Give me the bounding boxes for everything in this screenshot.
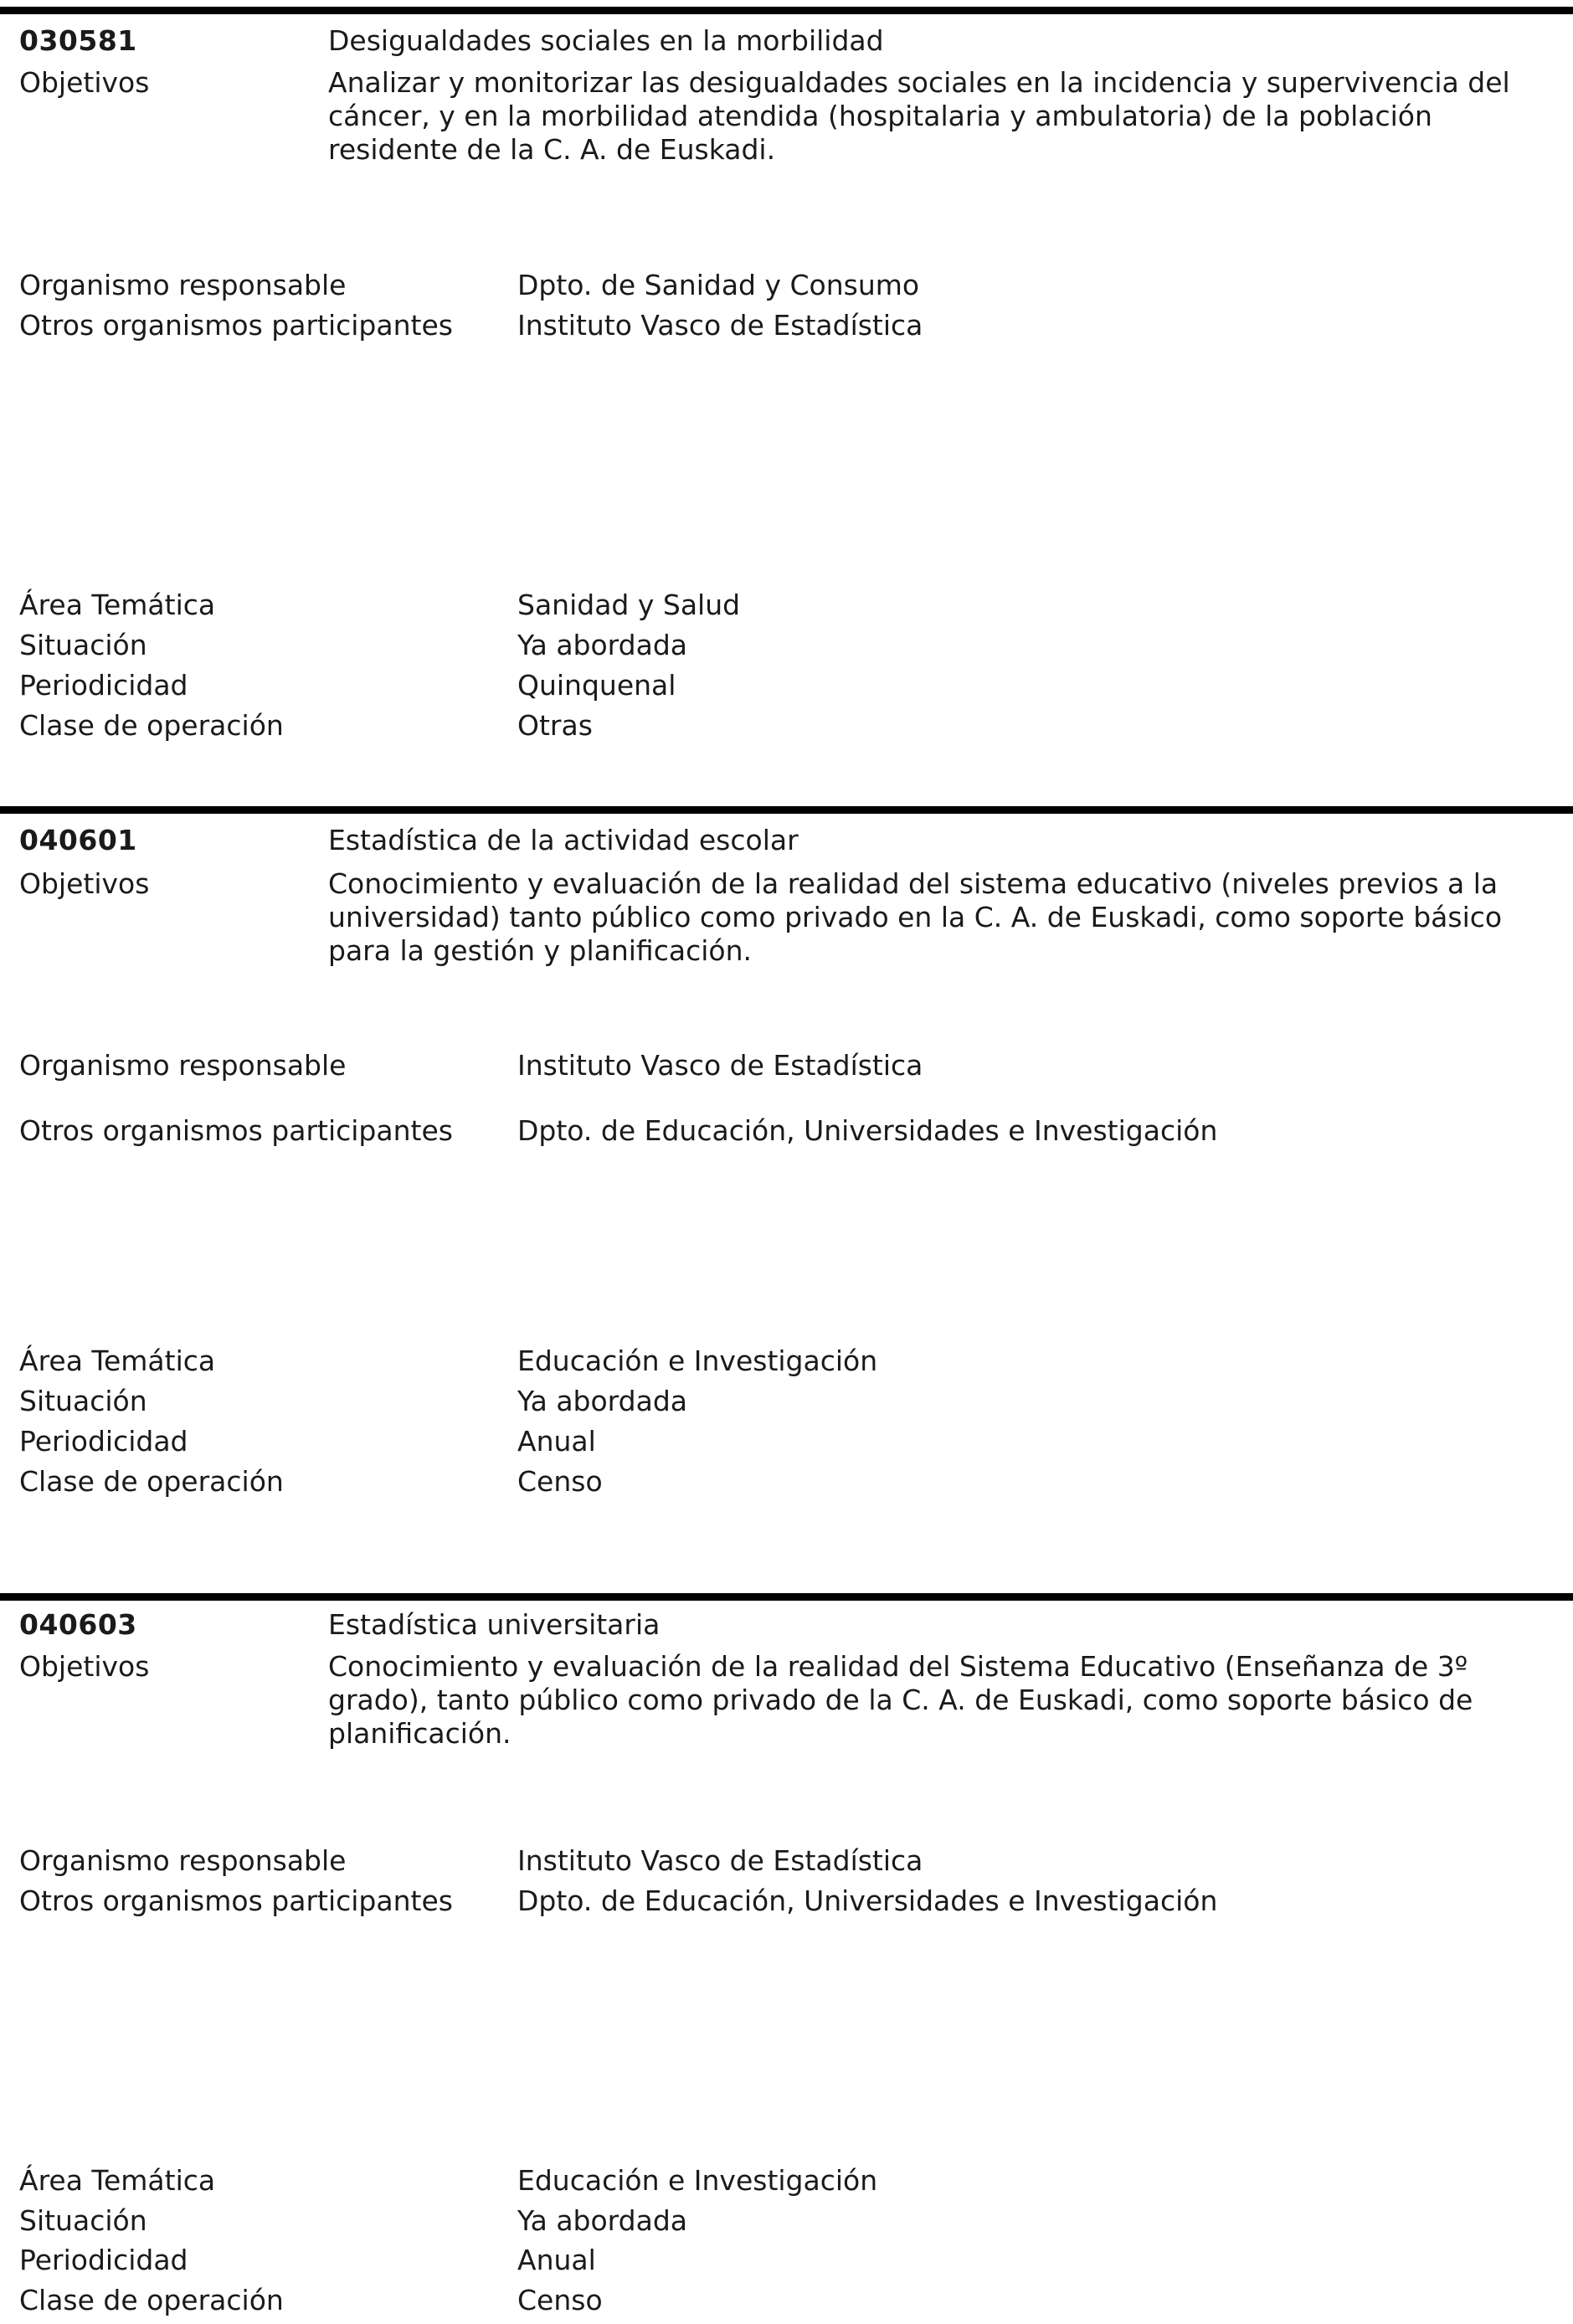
otros-value: Dpto. de Educación, Universidades e Investigación	[517, 1884, 1218, 1917]
situacion-label: Situación	[19, 2204, 147, 2237]
record-code: 030581	[19, 24, 137, 57]
record-title: Estadística de la actividad escolar	[328, 824, 799, 856]
record-title: Estadística universitaria	[328, 1608, 661, 1641]
organismo-label: Organismo responsable	[19, 1844, 347, 1877]
objetivos-label: Objetivos	[19, 66, 150, 99]
clase-label: Clase de operación	[19, 1465, 284, 1498]
periodicidad-label: Periodicidad	[19, 669, 188, 702]
organismo-label: Organismo responsable	[19, 1049, 347, 1082]
otros-value: Dpto. de Educación, Universidades e Investigación	[517, 1114, 1218, 1147]
clase-value: Censo	[517, 1465, 603, 1498]
area-label: Área Temática	[19, 1345, 216, 1377]
organismo-value: Instituto Vasco de Estadística	[517, 1844, 923, 1877]
clase-label: Clase de operación	[19, 709, 284, 742]
organismo-label: Organismo responsable	[19, 269, 347, 301]
objetivos-text: Conocimiento y evaluación de la realidad del sistema educativo (niveles previos a la universidad) tanto público como privado en la C. A. de Euskadi, como soporte básico para la gestión y planificación.	[328, 867, 1503, 967]
area-value: Educación e Investigación	[517, 1345, 878, 1377]
periodicidad-label: Periodicidad	[19, 2244, 188, 2276]
organismo-value: Dpto. de Sanidad y Consumo	[517, 269, 920, 301]
area-value: Educación e Investigación	[517, 2164, 878, 2197]
record-divider	[0, 1593, 1573, 1601]
situacion-value: Ya abordada	[517, 2204, 688, 2237]
situacion-value: Ya abordada	[517, 1385, 688, 1417]
situacion-label: Situación	[19, 629, 147, 661]
clase-value: Otras	[517, 709, 593, 742]
situacion-value: Ya abordada	[517, 629, 688, 661]
otros-label: Otros organismos participantes	[19, 1884, 453, 1917]
otros-label: Otros organismos participantes	[19, 1114, 453, 1147]
organismo-value: Instituto Vasco de Estadística	[517, 1049, 923, 1082]
record-code: 040601	[19, 824, 137, 856]
record-title: Desigualdades sociales en la morbilidad	[328, 24, 884, 57]
area-label: Área Temática	[19, 589, 216, 621]
record-divider	[0, 7, 1573, 14]
objetivos-text: Analizar y monitorizar las desigualdades sociales en la incidencia y supervivencia del cáncer, y en la morbilidad atendida (hospitalaria y ambulatoria) de la población residente de la C. A. de Euskadi.	[328, 66, 1510, 166]
otros-label: Otros organismos participantes	[19, 309, 453, 342]
objetivos-text: Conocimiento y evaluación de la realidad del Sistema Educativo (Enseñanza de 3º grado), tanto público como privado de la C. A. de Euskadi, como soporte básico de planificación.	[328, 1650, 1473, 1750]
otros-value: Instituto Vasco de Estadística	[517, 309, 923, 342]
periodicidad-value: Anual	[517, 2244, 596, 2276]
periodicidad-value: Quinquenal	[517, 669, 676, 702]
record-code: 040603	[19, 1608, 137, 1641]
clase-label: Clase de operación	[19, 2284, 284, 2316]
objetivos-label: Objetivos	[19, 867, 150, 900]
objetivos-label: Objetivos	[19, 1650, 150, 1683]
situacion-label: Situación	[19, 1385, 147, 1417]
record-divider	[0, 806, 1573, 814]
periodicidad-label: Periodicidad	[19, 1425, 188, 1458]
area-value: Sanidad y Salud	[517, 589, 741, 621]
periodicidad-value: Anual	[517, 1425, 596, 1458]
area-label: Área Temática	[19, 2164, 216, 2197]
clase-value: Censo	[517, 2284, 603, 2316]
